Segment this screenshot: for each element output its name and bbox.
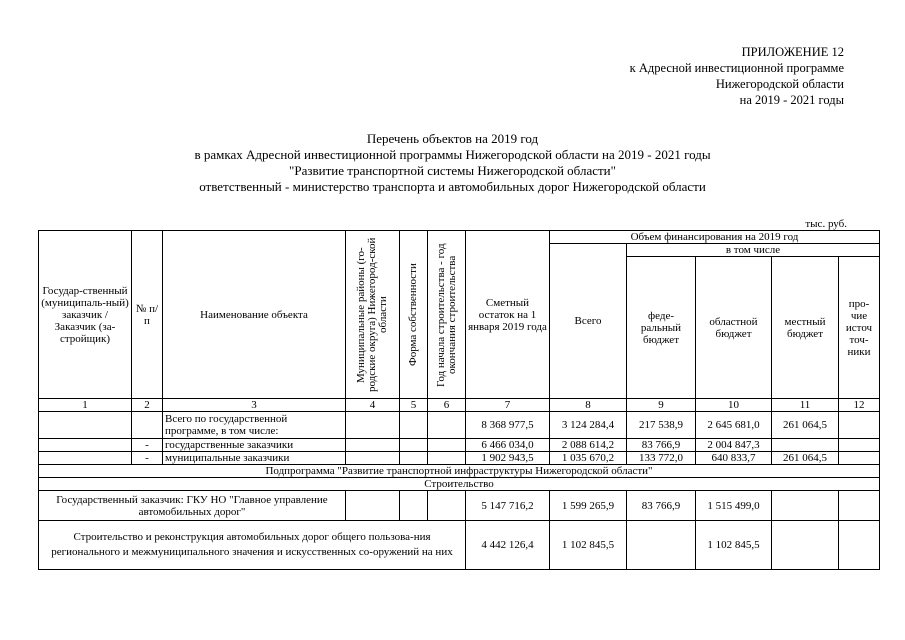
col-number: 7 [466,399,550,412]
col-number: 8 [550,399,627,412]
heading-line: в рамках Адресной инвестиционной программы Нижегородской области на 2019 - 2021 годы [194,147,711,162]
col-number: 12 [839,399,880,412]
appendix-line: Нижегородской области [715,77,844,91]
document-heading [0,131,905,195]
header-ownership: Форма собственности [407,263,419,366]
header-years: Год начала строительства - год окончания строительства [434,242,458,387]
row-regional: 2 645 681,0 [696,412,772,439]
col-number: 1 [39,399,132,412]
header-regional: областной бюджет [696,257,772,399]
header-ownership-cell [400,231,428,399]
header-years-cell [428,231,466,399]
units-label: тыс. руб. [805,218,847,230]
col-number: 3 [163,399,346,412]
row-name: государственные заказчики [163,439,346,452]
row-balance: 8 368 977,5 [466,412,550,439]
header-no: № п/п [132,231,163,399]
subprogram-row: Подпрограмма "Развитие транспортной инфраструктуры Нижегородской области" [39,465,880,478]
row-regional: 2 004 847,3 [696,439,772,452]
row-balance: 1 902 943,5 [466,452,550,465]
header-districts: Муниципальные районы (го-родские округа) Нижегород-ской области [355,237,389,392]
header-funding: Объем финансирования на 2019 год [550,231,880,244]
table-row [39,439,880,452]
table-row [39,412,880,439]
heading-title: Перечень объектов на 2019 год [366,131,539,146]
col-number: 6 [428,399,466,412]
col-number: 4 [346,399,400,412]
header-balance: Сметный остаток на 1 января 2019 года [466,231,550,399]
row-no: - [132,439,163,452]
customer-row [39,491,880,521]
row-total: 3 124 284,4 [550,412,627,439]
col-number: 2 [132,399,163,412]
header-total: Всего [550,244,627,399]
construction-regional: 1 102 845,5 [696,521,772,570]
customer-total: 1 599 265,9 [550,491,627,521]
row-local: 261 064,5 [772,452,839,465]
header-name: Наименование объекта [163,231,346,399]
appendix-line: к Адресной инвестиционной программе [629,61,844,75]
row-total: 2 088 614,2 [550,439,627,452]
col-number: 9 [627,399,696,412]
construction-total: 1 102 845,5 [550,521,627,570]
header-local: местный бюджет [772,257,839,399]
objects-table [38,230,880,570]
row-federal: 83 766,9 [627,439,696,452]
customer-label: Государственный заказчик: ГКУ НО "Главное управление автомобильных дорог" [39,491,346,521]
row-name: Всего по государственной программе, в том числе: [163,412,346,439]
header-customer: Государ-ственный (муниципаль-ный) заказчик / Заказчик (за-стройщик) [39,231,132,399]
col-number: 10 [696,399,772,412]
header-including: в том числе [627,244,880,257]
row-federal: 217 538,9 [627,412,696,439]
customer-federal: 83 766,9 [627,491,696,521]
row-local: 261 064,5 [772,412,839,439]
section-row: Строительство [39,478,880,491]
row-local [772,439,839,452]
col-number: 11 [772,399,839,412]
heading-line: ответственный - министерство транспорта и автомобильных дорог Нижегородской области [199,179,706,194]
row-no: - [132,452,163,465]
header-districts-cell [346,231,400,399]
appendix-header [484,44,844,108]
row-balance: 6 466 034,0 [466,439,550,452]
row-federal: 133 772,0 [627,452,696,465]
heading-line: "Развитие транспортной системы Нижегородской области" [289,163,616,178]
customer-regional: 1 515 499,0 [696,491,772,521]
column-number-row [39,399,880,412]
appendix-line: на 2019 - 2021 годы [739,93,844,107]
row-total: 1 035 670,2 [550,452,627,465]
header-other: про-чие источ точ-ники [839,257,880,399]
row-name: муниципальные заказчики [163,452,346,465]
row-regional: 640 833,7 [696,452,772,465]
construction-label: Строительство и реконструкция автомобильных дорог общего пользова-ния регионального и межмуниципального значения и искусственных со-оружений на них [39,521,466,570]
table-row [39,452,880,465]
customer-balance: 5 147 716,2 [466,491,550,521]
appendix-title: ПРИЛОЖЕНИЕ 12 [741,45,844,59]
col-number: 5 [400,399,428,412]
row-no [132,412,163,439]
construction-row [39,521,880,570]
header-federal: феде-ральный бюджет [627,257,696,399]
construction-balance: 4 442 126,4 [466,521,550,570]
